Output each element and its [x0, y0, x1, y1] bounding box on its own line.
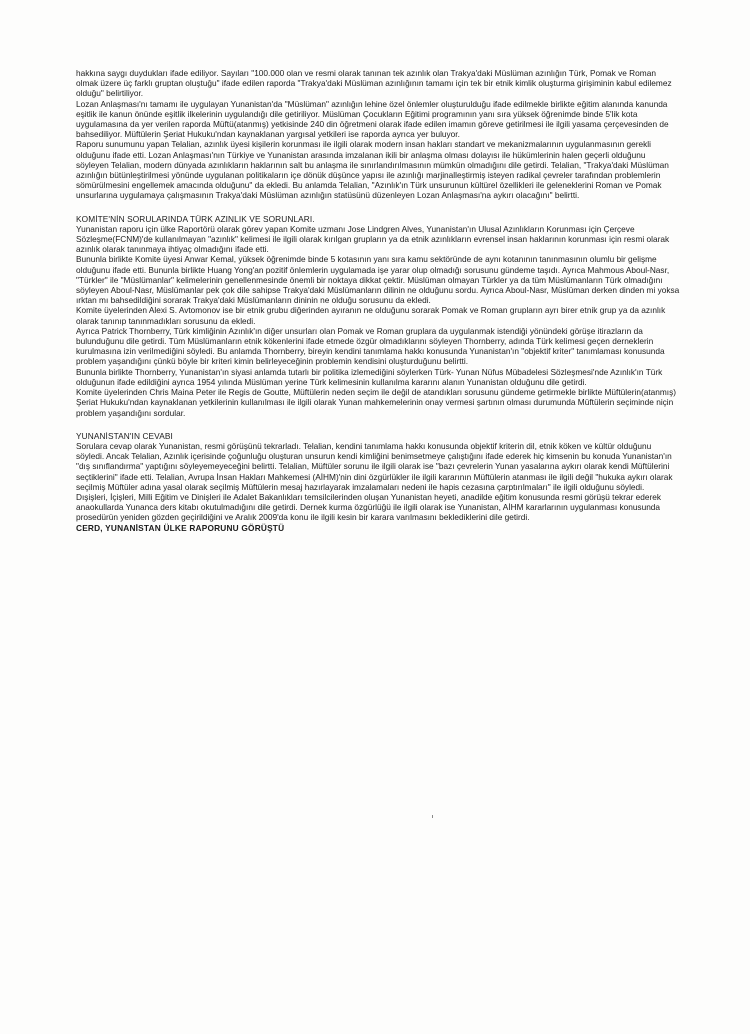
committee-paragraph: Komite üyelerinden Alexi S. Avtomonov ise bir etnik grubu diğerinden ayıranın ne olduğunu sorarak Pomak ve Roman grupların ayrı birer etnik grup ya da azınlık olarak tanınıp tanınmadıkları sorusunu da ekledi.: [76, 305, 666, 326]
response-heading: YUNANİSTAN'IN CEVABI: [76, 430, 173, 441]
intro-paragraph: Raporu sunumunu yapan Telalian, azınlık üyesi kişilerin korunması ile ilgili olarak modern insan hakları standart ve mekanizmalarının uygulanmasının gerekli olduğunu ifade etti. Lozan Anlaşması'nın Türkiye ve Yunanistan arasında imzalanan ikili bir anlaşma olması dolayısı ile hükümlerinin halen geçerli olduğunu söyleyen Telalian, modern dünyada azınlıkların haklarının salt bu anlaşma ile sınırlandırılmasının mümkün olmadığını dile getirdi. Telalian, "Trakya'daki Müslüman azınlığın bütünleştirilmesi yönünde uygulanan politikaların içe dönük düşünce yapısı ile azınlığı marjinalleştirmiş isteyen radikal çevreler tarafından problemlerin sömürülmesini engellemek amacında olduğunu" da ekledi. Bu anlamda Telalian, "Azınlık'ın Türk unsurunun kültürel özellikleri ile geleneklerini Roman ve Pomak unsurlarına uygulamaya çalışmasının Trakya'daki Müslüman azınlığın statüsünü düzenleyen Lozan Anlaşması'na aykırı olacağını" belirtti.: [76, 139, 669, 201]
response-paragraph: Sorulara cevap olarak Yunanistan, resmi görüşünü tekrarladı. Telalian, kendini tanımlama hakkı konusunda objektif kriterin dil, etnik köken ve kültür olduğunu söyledi. Ancak Telalian, Azınlık içerisinde çoğunluğu oluşturan unsurun kendi kimliğini benimsetmeye çalıştığını ifade ederek hiç kimsenin bu konuda Yunanistan'ın "dış sınıflandırma" yaptığını söyleyemeyeceğini belirtti. Telalian, Müftüler sorunu ile ilgili olarak ise "bazı çevrelerin Yunan yasalarına aykırı olarak kendi Müftülerini seçtiklerini" ifade etti. Telalian, Avrupa İnsan Hakları Mahkemesi (AİHM)'nin dini özgürlükler ile ilgili kararının Müftülerin atanması ile ilgili değil "hukuka aykırı olarak seçilmiş Müftüler adına yasal olarak seçilmiş Müftülerin mesaj hazırlayarak imzalamaları nedeni ile hapis cezasına çarptırılmaları" ile ilgili olduğunu söyledi.: [76, 440, 673, 492]
intro-paragraph: Lozan Anlaşması'nı tamamı ile uygulayan Yunanistan'da "Müslüman" azınlığın lehine özel önlemler oluşturulduğu ifade edilmekle birlikte eğitim alanında kanunda eşitlik ile kanun önünde eşitlik ilkelerinin uygulandığı dile getiriliyor. Müslüman Çocukların Eğitimi programının yanı sıra yüksek öğrenimde binde 5'lik kota uygulamasına da yer verilen raporda Müftü(atanmış) yetkisinde 240 din öğretmeni olarak ifade edilen imamın göreve getirilmesi ile ilgili yasama çerçevesinden de bahsediliyor. Müftülerin Şeriat Hukuku'ndan kaynaklanan yargısal yetkileri ise raporda ayrıca yer buluyor.: [76, 98, 669, 140]
committee-paragraph: Bununla birlikte Thornberry, Yunanistan'ın siyasi anlamda tutarlı bir politika izlemediğini söylerken Türk- Yunan Nüfus Mübadelesi Sözleşmesi'nde Azınlık'ın Türk olduğunun ifade edildiğini ayrıca 1954 yılında Müslüman yerine Türk kelimesinin kullanılma kararını alanın Yunanistan olduğunu dile getirdi.: [76, 366, 663, 387]
signature-line: CERD, YUNANİSTAN ÜLKE RAPORUNU GÖRÜŞTÜ: [76, 522, 285, 533]
committee-paragraph: Yunanistan raporu için ülke Raportörü olarak görev yapan Komite uzmanı Jose Lindgren Alves, Yunanistan'ın Ulusal Azınlıkların Korunması için Çerçeve Sözleşme(FCNM)'de kullanılmayan "azınlık" kelimesi ile ilgili olarak kırılgan grupların ya da etnik azınlıkların evrensel insan haklarının korunması için resmi olarak azınlık olarak tanınmaya ihtiyaç olmadığını ifade etti.: [76, 223, 670, 255]
committee-paragraph: Komite üyelerinden Chris Maina Peter ile Regis de Goutte, Müftülerin neden seçim ile değil de atandıkları sorusunu gündeme getirmekle birlikte Müftülerin(atanmış) Şeriat Hukuku'ndan kaynaklanan yetkilerinin kullanılması ile ilgili olarak Yunan mahkemelerinin onay vermesi şartının olması durumunda Müftülerin seçiminde niçin problem yaşandığını sordular.: [76, 387, 676, 418]
document-body: [76, 68, 680, 533]
committee-heading: KOMİTE'NİN SORULARINDA TÜRK AZINLIK VE SORUNLARI.: [76, 213, 315, 224]
response-section: [76, 431, 680, 523]
committee-paragraph: Ayrıca Patrick Thornberry, Türk kimliğinin Azınlık'ın diğer unsurları olan Pomak ve Roman gruplara da uygulanmak istendiği yönündeki görüşe itirazların da bulunduğunu dile getirdi. Tüm Müslümanların etnik kökenlerini ifade etmede özgür olmadıklarını söyleyen Thornberry, adında Türk kelimesi geçen derneklerin kurulmasına izin verilmediğini söyledi. Bu anlamda Thornberry, bireyin kendini tanımlama hakkı konusunda Yunanistan'ın "objektif kriter" tanımlaması konusunda problem yaşandığını çünkü böyle bir kriteri kimin belirleyeceğinin problemin kendisini oluşturduğunu belirtti.: [76, 325, 665, 367]
scan-speck: [432, 815, 433, 818]
response-paragraph: Dışişleri, İçişleri, Milli Eğitim ve Dinişleri ile Adalet Bakanlıkları temsilcilerinden oluşan Yunanistan heyeti, anadilde eğitim konusunda resmi görüşü tekrar ederek anaokullarda Yunanca ders kitabı okutulmadığını dile getirdi. Dernek kurma özgürlüğü ile ilgili olarak ise Yunanistan, AİHM kararlarının uygulanması konusunda prosedürün yeniden gözden geçirildiğini ve Aralık 2009'da konu ile ilgili kesin bir karara varılmasını beklediklerini dile getirdi.: [76, 491, 662, 523]
committee-paragraph: Bununla birlikte Komite üyesi Anwar Kemal, yüksek öğrenimde binde 5 kotasının yanı sıra kamu sektöründe de aynı kotanının tanınmasının olumlu bir gelişme olduğunu ifade etti. Bununla birlikte Huang Yong'an pozitif önlemlerin uygulamada işe yarar olup olmadığı sorusunu gündeme taşıdı. Ayrıca Mahmous Aboul-Nasr, "Türkler" ile "Müslümanlar" kelimelerinin genellenmesinde önemli bir noktaya dikkat çektir. Müslüman olmayan Türkler ya da tüm Müslümanların Türk olmadığını söyleyen Aboul-Nasr, Müslümanlar pek çok dile sahipse Trakya'daki Müslümanların dilinin ne olduğunu sordu. Ayrıca Aboul-Nasr, Müslüman derken dinden mi yoksa ırktan mı bahsedildiğini sorarak Trakya'daki Müslümanların dininin ne olduğu sorusunu da ekledi.: [76, 254, 680, 306]
committee-section: [76, 214, 680, 418]
intro-paragraph: hakkına saygı duydukları ifade ediliyor. Sayıları "100.000 olan ve resmi olarak tanınan tek azınlık olan Trakya'daki Müslüman azınlığın Türk, Pomak ve Roman olmak üzere üç farklı gruptan oluştuğu" ifade edilen raporda "Trakya'daki Müslüman azınlığının tamamı için tek bir etnik kimlik oluşturma girişiminin kabul edilemez olduğu" belirtiliyor.: [76, 68, 672, 99]
